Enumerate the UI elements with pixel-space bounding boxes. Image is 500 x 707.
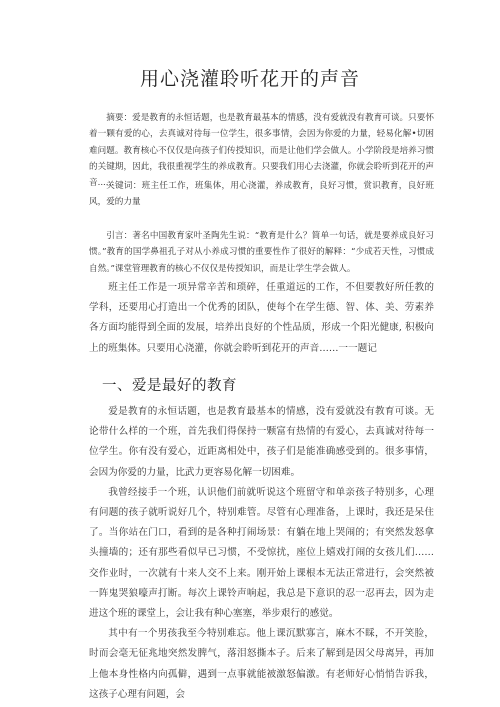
keywords-block: [89, 178, 434, 211]
preface-paragraph: 引言：著名中国教育家叶圣陶先生说：“教育是什么？简单一句话，就是要养成良好习惯。”教育的国学鼻祖孔子对从小养成习惯的重要性作了很好的解释：“少成若天性，习惯成自然。”课堂管理教育的核心不仅仅是传授知识，而是让学生学会做人。: [89, 231, 434, 274]
preface-block: [89, 228, 434, 277]
abstract-paragraph: 摘要：爱是教育的永恒话题，也是教育最基本的情感，没有爱就没有教育可谈。只要怀着一颗有爱的心，去真诚对待每一位学生，很多事情，会因为你爱的力量，轻易化解•切困难问题。教育核心不仅仅是向孩子们传授知识，而是让他们学会做人。小学阶段是培养习惯的关键期，因此，我很重视学生的养成教育。只要我们用心去浇灌，你就会聆听到花开的声音......: [89, 113, 434, 189]
keywords-paragraph: 关键词：班主任工作，班集体，用心浇灌，养成教育，良好习惯，赏识教育，良好班风，爱的力量: [89, 181, 434, 208]
document-title: 用心浇灌聆听花开的声音: [139, 68, 360, 90]
intro-block: [89, 278, 434, 359]
intro-paragraph: 班主任工作是一项异常辛苦和琐碎，任重道远的工作，不但要教好所任教的学科，还要用心打造出一个优秀的团队，使每个在学生德、智、体、美、劳素养各方面均能得到全面的发展，培养出良好的个性品质，形成一个阳光健康, 积极向上的班集体。只要用心浇灌，你就会聆听到花开的声音……一一题记: [89, 282, 434, 354]
section-paragraph-3: 其中有一个男孩我至今特别难忘。他上课沉默寡言，麻木不睬，不开笑脸，时而会毫无征兆地突然发脾气，落泪怒撕本子。后来了解到是因父母离异，再加上他本身性格内向孤僻，遇到一点事就能被激怒偏激。有老师好心悄悄告诉我，这孩子心理有问题，会: [89, 628, 434, 700]
section-paragraph-2: 我曾经接手一个班，认识他们前就听说这个班留守和单亲孩子特别多，心理有问题的孩子就听说好几个，特别难管。尽管有心理准备，上课时，我还是呆住了。当你站在门口，看到的是各种打闹场景：有躺在地上哭闹的；有突然发怒拿头撞墙的；还有那些看似早已习惯，不受惊扰，座位上嬉戏打闹的女孩儿们……交作业时，一次就有十来人交不上来。刚开始上课根本无法正常进行，会突然被一阵鬼哭狼嚎声打断。每次上课铃声响起，我总是下意识的忍一忍再去，因为走进这个班的课堂上，会让我有种心塞塞，举步艰行的感觉。: [89, 486, 434, 620]
section-heading: 一、爱是最好的教育: [102, 378, 237, 394]
section-paragraph-1: 爱是教育的永恒话题，也是教育最基本的情感，没有爱就没有教育可谈。无论带什么样的一个班，首先我们得保持一颗富有热情的有爱心，去真诚对待每一位学生。你有没有爱心，近距离相处中，孩子们是能准确感受到的。很多事情，会因为你爱的力量，比武力更容易化解一切困难。: [89, 406, 434, 478]
section-body: [89, 402, 434, 705]
